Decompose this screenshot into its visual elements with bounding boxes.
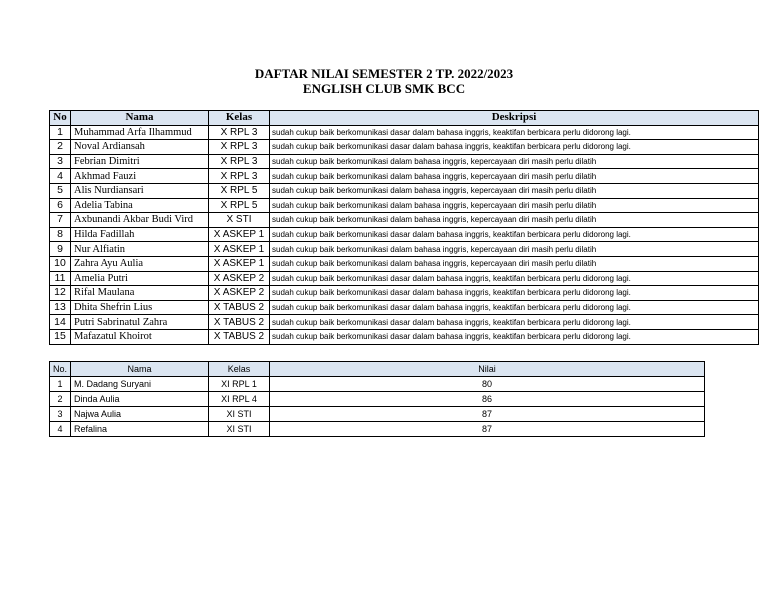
table-row xyxy=(50,315,759,330)
cell-nilai: 87 xyxy=(270,407,705,422)
table-row xyxy=(50,169,759,184)
cell-nama: Akhmad Fauzi xyxy=(71,169,209,184)
cell-no: 14 xyxy=(50,315,71,330)
cell-no: 2 xyxy=(50,392,71,407)
cell-no: 15 xyxy=(50,329,71,344)
cell-nama: Rifal Maulana xyxy=(71,286,209,301)
cell-kelas: X RPL 5 xyxy=(209,198,270,213)
cell-deskripsi: sudah cukup baik berkomunikasi dalam bahasa inggris, kepercayaan diri masih perlu dilatih xyxy=(270,242,759,257)
table-row xyxy=(50,377,705,392)
cell-deskripsi: sudah cukup baik berkomunikasi dalam bahasa inggris, kepercayaan diri masih perlu dilatih xyxy=(270,183,759,198)
cell-no: 10 xyxy=(50,256,71,271)
cell-nama: Hilda Fadillah xyxy=(71,227,209,242)
cell-deskripsi: sudah cukup baik berkomunikasi dasar dalam bahasa inggris, keaktifan berbicara perlu didorong lagi. xyxy=(270,329,759,344)
col-header-no: No xyxy=(50,111,71,126)
cell-nama: Putri Sabrinatul Zahra xyxy=(71,315,209,330)
cell-nama: Amelia Putri xyxy=(71,271,209,286)
table-row xyxy=(50,300,759,315)
cell-nilai: 80 xyxy=(270,377,705,392)
cell-deskripsi: sudah cukup baik berkomunikasi dasar dalam bahasa inggris, keaktifan berbicara perlu didorong lagi. xyxy=(270,315,759,330)
cell-kelas: X STI xyxy=(209,213,270,228)
cell-kelas: X TABUS 2 xyxy=(209,315,270,330)
cell-kelas: XI RPL 4 xyxy=(209,392,270,407)
cell-nama: Noval Ardiansah xyxy=(71,140,209,155)
table-header-row xyxy=(50,362,705,377)
cell-nama: Nur Alfiatin xyxy=(71,242,209,257)
table-row xyxy=(50,392,705,407)
table-row xyxy=(50,286,759,301)
cell-deskripsi: sudah cukup baik berkomunikasi dalam bahasa inggris, kepercayaan diri masih perlu dilatih xyxy=(270,198,759,213)
table-row xyxy=(50,256,759,271)
cell-deskripsi: sudah cukup baik berkomunikasi dalam bahasa inggris, kepercayaan diri masih perlu dilatih xyxy=(270,213,759,228)
cell-kelas: X RPL 5 xyxy=(209,183,270,198)
document-subtitle: ENGLISH CLUB SMK BCC xyxy=(302,81,466,96)
cell-no: 1 xyxy=(50,377,71,392)
cell-deskripsi: sudah cukup baik berkomunikasi dasar dalam bahasa inggris, keaktifan berbicara perlu didorong lagi. xyxy=(270,140,759,155)
table-row xyxy=(50,329,759,344)
cell-no: 8 xyxy=(50,227,71,242)
cell-no: 2 xyxy=(50,140,71,155)
cell-kelas: X ASKEP 2 xyxy=(209,271,270,286)
cell-kelas: X RPL 3 xyxy=(209,140,270,155)
cell-no: 7 xyxy=(50,213,71,228)
student-description-rows xyxy=(50,125,759,344)
cell-kelas: X ASKEP 2 xyxy=(209,286,270,301)
cell-nama: Dinda Aulia xyxy=(71,392,209,407)
cell-nama: M. Dadang Suryani xyxy=(71,377,209,392)
student-score-rows xyxy=(50,377,705,437)
cell-deskripsi: sudah cukup baik berkomunikasi dalam bahasa inggris, kepercayaan diri masih perlu dilatih xyxy=(270,169,759,184)
cell-nama: Febrian Dimitri xyxy=(71,154,209,169)
cell-no: 5 xyxy=(50,183,71,198)
cell-kelas: XI RPL 1 xyxy=(209,377,270,392)
col-header-deskripsi: Deskripsi xyxy=(270,111,759,126)
cell-kelas: X ASKEP 1 xyxy=(209,256,270,271)
cell-deskripsi: sudah cukup baik berkomunikasi dasar dalam bahasa inggris, keaktifan berbicara perlu didorong lagi. xyxy=(270,125,759,140)
cell-deskripsi: sudah cukup baik berkomunikasi dalam bahasa inggris, kepercayaan diri masih perlu dilatih xyxy=(270,256,759,271)
col-header-nama: Nama xyxy=(71,111,209,126)
document-title: DAFTAR NILAI SEMESTER 2 TP. 2022/2023 xyxy=(254,66,514,81)
col-header-kelas: Kelas xyxy=(209,362,270,377)
cell-nama: Zahra Ayu Aulia xyxy=(71,256,209,271)
cell-no: 4 xyxy=(50,422,71,437)
col-header-kelas: Kelas xyxy=(209,111,270,126)
cell-kelas: X ASKEP 1 xyxy=(209,242,270,257)
table-row xyxy=(50,213,759,228)
cell-kelas: X RPL 3 xyxy=(209,169,270,184)
cell-nama: Adelia Tabina xyxy=(71,198,209,213)
cell-kelas: X RPL 3 xyxy=(209,154,270,169)
cell-nama: Najwa Aulia xyxy=(71,407,209,422)
cell-no: 6 xyxy=(50,198,71,213)
cell-no: 13 xyxy=(50,300,71,315)
cell-kelas: XI STI xyxy=(209,422,270,437)
cell-no: 11 xyxy=(50,271,71,286)
cell-nama: Dhita Shefrin Lius xyxy=(71,300,209,315)
cell-no: 9 xyxy=(50,242,71,257)
cell-nama: Axbunandi Akbar Budi Vird xyxy=(71,213,209,228)
cell-kelas: X ASKEP 1 xyxy=(209,227,270,242)
cell-nilai: 87 xyxy=(270,422,705,437)
cell-kelas: X TABUS 2 xyxy=(209,329,270,344)
col-header-no: No. xyxy=(50,362,71,377)
table-row xyxy=(50,242,759,257)
col-header-nilai: Nilai xyxy=(270,362,705,377)
cell-no: 4 xyxy=(50,169,71,184)
table-row xyxy=(50,154,759,169)
cell-deskripsi: sudah cukup baik berkomunikasi dasar dalam bahasa inggris, keaktifan berbicara perlu didorong lagi. xyxy=(270,271,759,286)
cell-kelas: X TABUS 2 xyxy=(209,300,270,315)
cell-no: 3 xyxy=(50,154,71,169)
cell-deskripsi: sudah cukup baik berkomunikasi dasar dalam bahasa inggris, keaktifan berbicara perlu didorong lagi. xyxy=(270,300,759,315)
table-row xyxy=(50,140,759,155)
student-description-table xyxy=(49,110,759,345)
cell-no: 12 xyxy=(50,286,71,301)
table-row xyxy=(50,422,705,437)
cell-kelas: XI STI xyxy=(209,407,270,422)
cell-nama: Muhammad Arfa Ilhammud xyxy=(71,125,209,140)
col-header-nama: Nama xyxy=(71,362,209,377)
table-row xyxy=(50,198,759,213)
cell-deskripsi: sudah cukup baik berkomunikasi dalam bahasa inggris, kepercayaan diri masih perlu dilatih xyxy=(270,154,759,169)
table-header-row xyxy=(50,111,759,126)
table-row xyxy=(50,271,759,286)
table-row xyxy=(50,407,705,422)
cell-deskripsi: sudah cukup baik berkomunikasi dasar dalam bahasa inggris, keaktifan berbicara perlu didorong lagi. xyxy=(270,227,759,242)
cell-kelas: X RPL 3 xyxy=(209,125,270,140)
student-score-table xyxy=(49,361,705,437)
cell-nilai: 86 xyxy=(270,392,705,407)
cell-deskripsi: sudah cukup baik berkomunikasi dasar dalam bahasa inggris, keaktifan berbicara perlu didorong lagi. xyxy=(270,286,759,301)
cell-nama: Refalina xyxy=(71,422,209,437)
cell-no: 3 xyxy=(50,407,71,422)
cell-nama: Mafazatul Khoirot xyxy=(71,329,209,344)
table-row xyxy=(50,183,759,198)
cell-no: 1 xyxy=(50,125,71,140)
table-row xyxy=(50,125,759,140)
table-row xyxy=(50,227,759,242)
cell-nama: Alis Nurdiansari xyxy=(71,183,209,198)
